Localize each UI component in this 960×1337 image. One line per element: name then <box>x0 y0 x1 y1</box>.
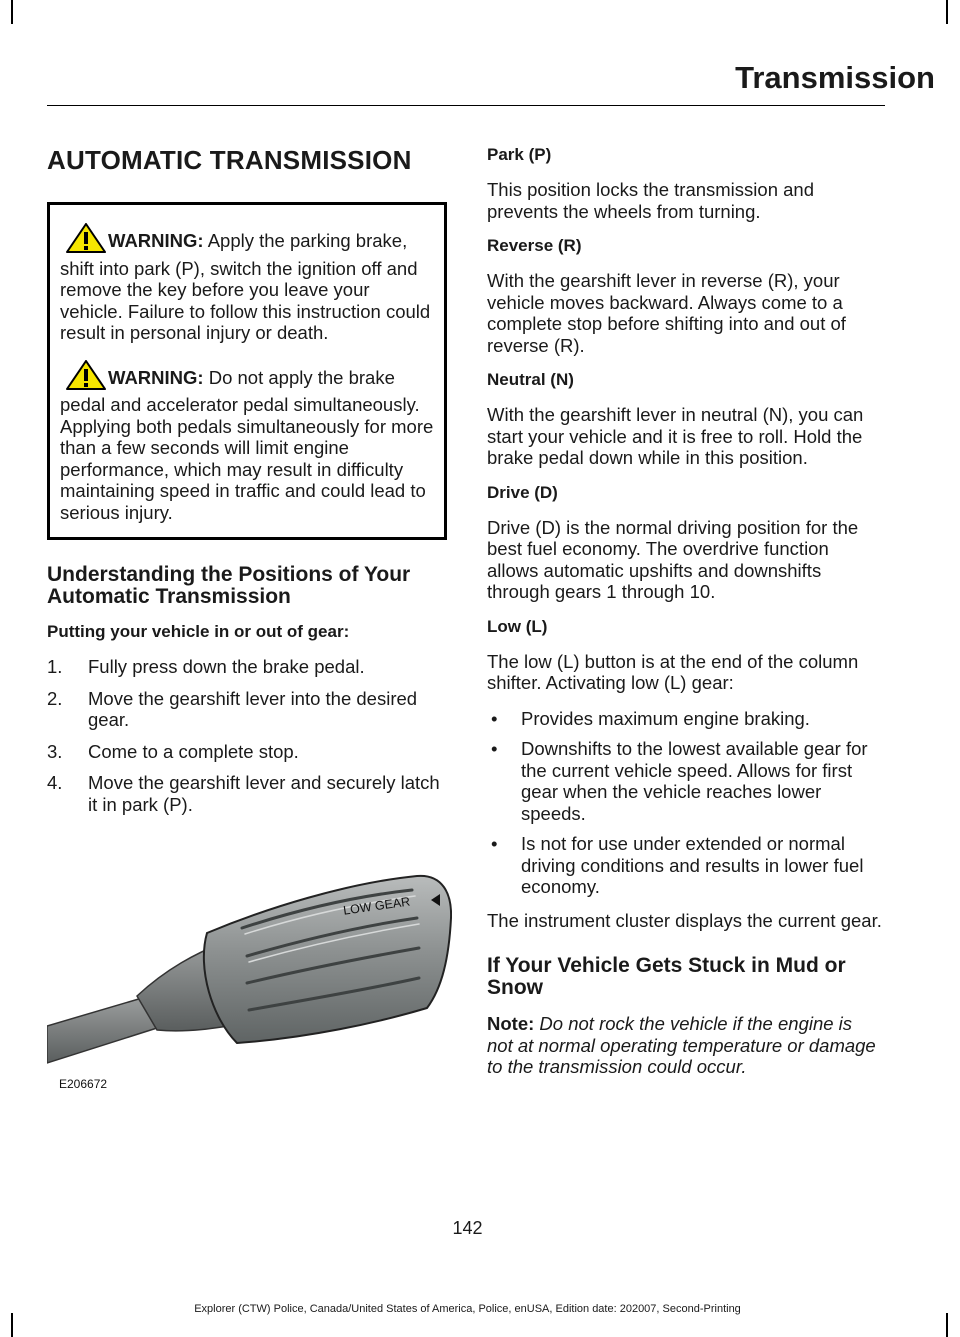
note-text: Do not rock the vehicle if the engine is not at normal operating temperature or damage to the transmission could occur. <box>487 1013 876 1077</box>
footer-text: Explorer (CTW) Police, Canada/United States of America, Police, enUSA, Edition date: 202007, Second-Printing <box>194 1303 741 1315</box>
reverse-heading: Reverse (R) <box>487 236 582 255</box>
steps-list <box>47 656 447 815</box>
neutral-text: With the gearshift lever in neutral (N), you can start your vehicle and it is free to roll. Hold the brake pedal down while in this position. <box>487 404 864 468</box>
park-heading: Park (P) <box>487 145 552 164</box>
right-column <box>487 145 882 1092</box>
warning-2 <box>60 360 434 524</box>
cluster-text: The instrument cluster displays the current gear. <box>487 909 882 931</box>
list-item: 1. Fully press down the brake pedal. <box>47 656 365 677</box>
low-bullets <box>487 708 882 898</box>
column-shifter-drawing <box>47 848 452 1096</box>
warning-label: WARNING: <box>108 366 204 388</box>
warning-triangle-icon <box>66 223 106 258</box>
crop-mark-bottom-right <box>946 1313 948 1337</box>
low-text: The low (L) button is at the end of the column shifter. Activating low (L) gear: <box>487 650 859 693</box>
crop-mark-top-left <box>11 0 13 24</box>
steps-heading: Putting your vehicle in or out of gear: <box>47 622 350 641</box>
subheading-positions: Understanding the Positions of Your Automatic Transmission <box>47 563 411 608</box>
crop-mark-top-right <box>946 0 948 24</box>
crop-mark-bottom-left <box>11 1313 13 1337</box>
drive-text: Drive (D) is the normal driving position for the best fuel economy. The overdrive function allows automatic upshifts and downshifts through gears 1 through 10. <box>487 516 859 602</box>
illustration-code: E206672 <box>59 1077 108 1091</box>
gearshift-illustration <box>47 848 452 1096</box>
warning-label: WARNING: <box>108 230 204 251</box>
page-header-title: Transmission <box>735 60 935 95</box>
header-rule <box>47 105 885 106</box>
warning-text: Do not apply the brake pedal and accelerator pedal simultaneously. Applying both pedals simultaneously for more than a few seconds will limit engine performance, which may result in difficulty maintaining speed in traffic and could lead to serious injury. <box>60 366 434 523</box>
warning-text: Apply the parking brake, shift into park (P), switch the ignition off and remove the key before you leave your vehicle. Failure to follow this instruction could result in personal injury or death. <box>60 230 431 343</box>
warning-1 <box>60 223 434 344</box>
note-label: Note: <box>487 1013 535 1034</box>
left-column <box>47 145 447 825</box>
section-heading: AUTOMATIC TRANSMISSION <box>47 145 412 175</box>
stuck-heading: If Your Vehicle Gets Stuck in Mud or Snow <box>487 954 846 999</box>
low-heading: Low (L) <box>487 616 548 636</box>
list-item: • Is not for use under extended or normal driving conditions and results in lower fuel economy. <box>491 833 864 897</box>
warning-triangle-icon <box>66 360 106 395</box>
list-item: 3. Come to a complete stop. <box>47 740 299 762</box>
note <box>487 1013 882 1078</box>
list-item: • Provides maximum engine braking. <box>491 707 810 729</box>
list-item: • Downshifts to the lowest available gear for the current vehicle speed. Allows for first gear when the vehicle reaches lower speeds. <box>491 738 868 824</box>
page-number: 142 <box>452 1218 483 1238</box>
list-item: 4. Move the gearshift lever and securely latch it in park (P). <box>47 772 440 815</box>
low-gear-label: LOW GEAR <box>342 894 412 918</box>
park-text: This position locks the transmission and prevents the wheels from turning. <box>487 179 814 222</box>
drive-heading: Drive (D) <box>487 482 558 502</box>
warning-box <box>47 202 447 540</box>
reverse-text: With the gearshift lever in reverse (R), your vehicle moves backward. Always come to a complete stop before shifting into and out of reverse (R). <box>487 270 846 356</box>
neutral-heading: Neutral (N) <box>487 370 574 389</box>
list-item: 2. Move the gearshift lever into the desired gear. <box>47 687 418 730</box>
